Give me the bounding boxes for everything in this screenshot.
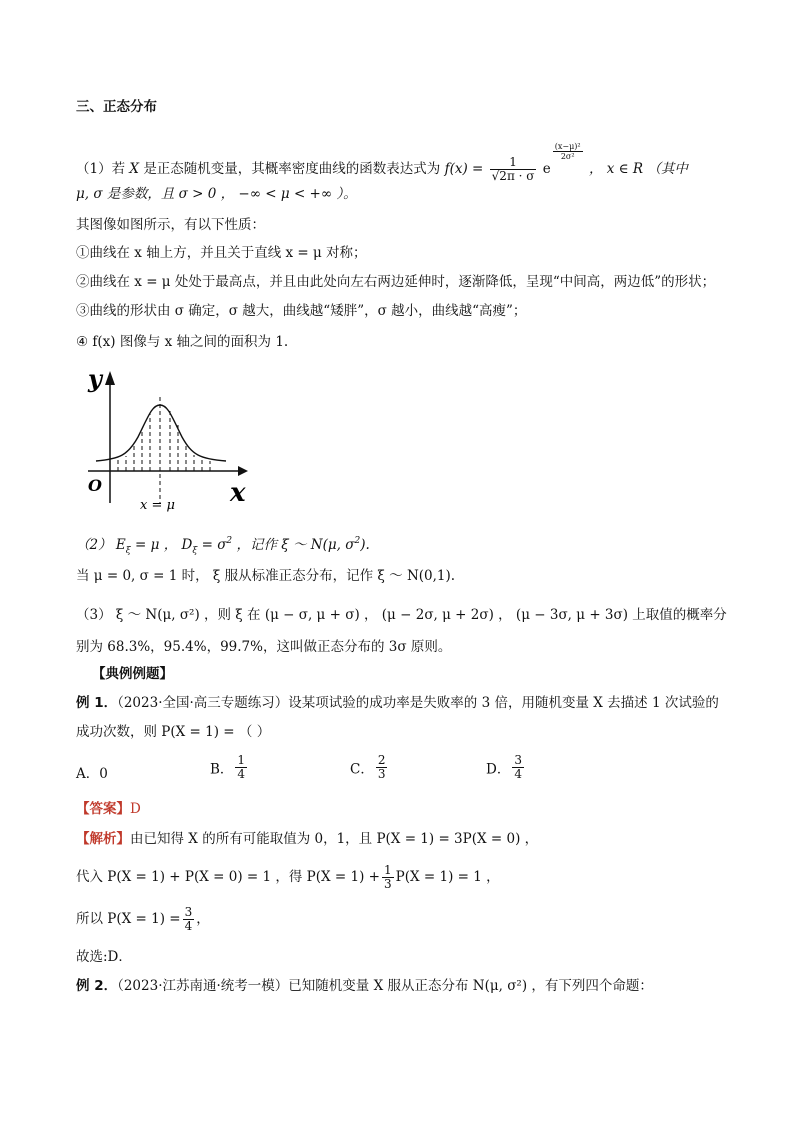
density-curve (96, 405, 226, 461)
answer-tag: 【答案】 (76, 801, 130, 817)
paragraph-3a: （3） ξ ～ N(μ, σ²) ，则 ξ 在 (μ − σ, μ + σ) ， (μ − 2σ, μ + 2σ) ， (μ − 3σ, μ + 3σ) 上取值的概率分 (76, 607, 727, 623)
paragraph-1b: μ, σ 是参数，且 σ > 0 ， −∞ < μ < +∞ ）。 (76, 186, 357, 202)
x-axis-label: x (230, 478, 246, 508)
paragraph-2: （2） $E_\xi = \mu$ ， $D_\xi = \sigma^2$ ，记作 ξ ～ N(μ, $\sigma^2$). (76, 536, 370, 556)
property-3: ③曲线的形状由 σ 确定，σ 越大，曲线越“矮胖”，σ 越小，曲线越“高瘦”； (76, 303, 527, 319)
analysis-line-3: 所以 P(X = 1) = $\frac{3}{4}$ ， (76, 905, 210, 933)
option-d[interactable]: D． $\frac{3}{4}$ (486, 753, 522, 781)
option-c[interactable]: C． $\frac{2}{3}$ (350, 753, 386, 781)
y-axis-label: y (88, 364, 102, 393)
var-x: X (129, 161, 140, 177)
paragraph-3b: 别为 68.3%，95.4%，99.7%，这叫做正态分布的 3σ 原则。 (76, 639, 452, 655)
example-1-line-2: 成功次数，则 P(X = 1) = （ ） (76, 724, 271, 740)
shading-lines (118, 397, 210, 503)
normal-curve-figure (80, 363, 260, 513)
pdf-coefficient: $\frac{1}{√2\pi \cdot \sigma}$ (491, 155, 535, 183)
example-2-text: （2023·江苏南通·统考一模）已知随机变量 X 服从正态分布 N(μ, σ²) ，有下列四个命题： (117, 978, 653, 994)
example-2-line (76, 976, 653, 996)
analysis-line-1 (76, 829, 538, 849)
paragraph-1 (76, 142, 688, 183)
analysis-text-1: 由已知得 X 的所有可能取值为 0，1，且 P(X = 1) = 3P(X = 0) ， (130, 831, 539, 847)
property-2: ②曲线在 x = μ 处处于最高点，并且由此处向左右两边延伸时，逐渐降低，呈现“中间高，两边低”的形状； (76, 274, 716, 290)
option-a[interactable]: A．0 (76, 766, 108, 782)
p1-desc: 是正态随机变量，其概率密度曲线的函数表达式为 (143, 161, 441, 177)
exp-base: e $\frac{\text{(x−μ)²}}{\text{2σ²}}$ (542, 142, 581, 177)
conclusion-line: 故选:D． (76, 949, 132, 965)
property-1: ①曲线在 x 轴上方，并且关于直线 x = μ 对称； (76, 245, 367, 261)
answer-value: D (130, 801, 141, 817)
answer-line (76, 799, 141, 819)
origin-label: O (88, 476, 102, 495)
exp-fraction: $\frac{\text{(x−μ)²}}{\text{2σ²}}$ (554, 142, 581, 161)
y-axis-arrow (105, 371, 115, 385)
property-4: ④ f(x) 图像与 x 轴之间的面积为 1. (76, 334, 289, 350)
section-title: 三、正态分布 (76, 99, 157, 115)
fx-label: f(x) = (444, 161, 484, 177)
option-b[interactable]: B． $\frac{1}{4}$ (210, 753, 246, 781)
example-1-label: 例 1． (76, 695, 118, 711)
p1-domain: ， x ∈ R （其中 (588, 161, 688, 177)
example-2-label: 例 2． (76, 978, 118, 994)
examples-title: 【典例例题】 (92, 666, 173, 682)
analysis-tag: 【解析】 (76, 831, 130, 847)
example-1-line-1 (76, 693, 719, 713)
example-1-text: （2023·全国·高三专题练习）设某项试验的成功率是失败率的 3 倍，用随机变量 X 去描述 1 次试验的 (117, 695, 719, 711)
paragraph-2b: 当 μ = 0, σ = 1 时， ξ 服从标准正态分布，记作 ξ ～ N(0,1). (76, 568, 456, 584)
x-axis-arrow (238, 466, 248, 476)
axis-mark-label: x = μ (140, 498, 175, 513)
p1-lead: （1）若 (76, 161, 126, 177)
props-intro: 其图像如图所示，有以下性质： (76, 217, 265, 233)
analysis-line-2: 代入 P(X = 1) + P(X = 0) = 1 ，得 P(X = 1) + $\frac{1}{3}$ P(X = 1) = 1 ， (76, 863, 500, 891)
